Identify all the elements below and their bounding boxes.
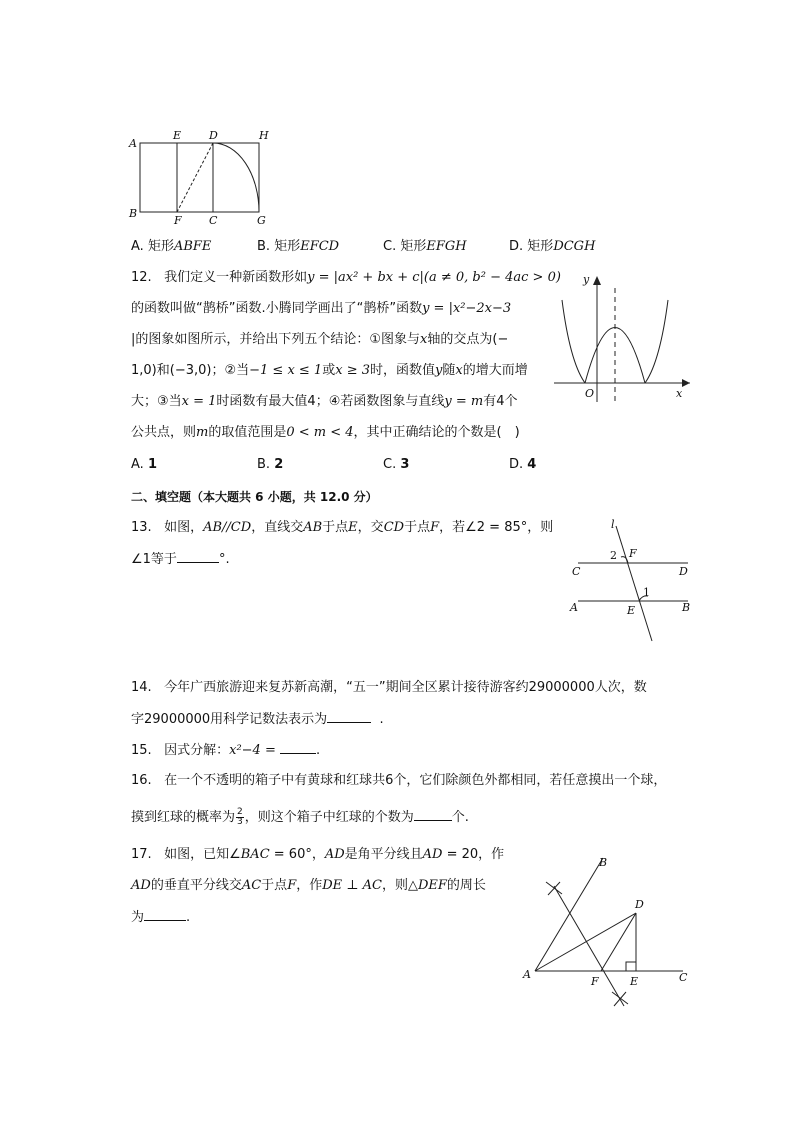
label-angle-2: 2 — [610, 549, 617, 562]
label-D: D — [679, 565, 688, 578]
q11-option-d: D. 矩形DCGH — [509, 239, 596, 254]
q14-line1: 14. 今年广西旅游迎来复苏新高潮，“五一”期间全区累计接待游客约29000000人次，数 — [131, 680, 647, 695]
section-title: 二、填空题（本大题共 6 小题，共 12.0 分） — [131, 490, 378, 504]
q11-options — [131, 238, 595, 256]
q12-option-a: A. 1 — [131, 457, 157, 472]
label-B: B — [599, 856, 608, 869]
label-C: C — [209, 214, 218, 226]
q16-line1: 16. 在一个不透明的箱子中有黄球和红球共6个，它们除颜色外都相同，若任意摸出一个球， — [131, 773, 667, 788]
q12-line3: |的图象如图所示，并给出下列五个结论：①图象与x轴的交点为(− — [131, 332, 509, 347]
label-C: C — [679, 971, 688, 984]
q13-line2: ∠1等于 °. — [131, 552, 230, 567]
q12-option-b: B. 2 — [257, 457, 284, 472]
q16-probability-fraction: $\frac{2}{3}$ — [237, 807, 243, 827]
label-D: D — [635, 898, 644, 911]
q17-line1: 17. 如图，已知∠BAC = 60°，AD是角平分线且AD = 20，作 — [131, 847, 505, 862]
q11-option-c: C. 矩形EFGH — [383, 239, 467, 254]
q17-line3: 为 . — [131, 910, 191, 925]
label-G: G — [257, 214, 266, 226]
label-C: C — [572, 565, 581, 578]
q11-option-b: B. 矩形EFCD — [257, 239, 340, 254]
q12-number: 12. — [131, 270, 152, 285]
q17-line2: AD的垂直平分线交AC于点F，作DE ⊥ AC，则△DEF的周长 — [131, 878, 486, 893]
label-E: E — [173, 129, 182, 142]
label-A: A — [523, 968, 531, 981]
q14-line2: 字29000000用科学记数法表示为 . — [131, 712, 384, 727]
graph-origin-label: O — [585, 387, 595, 400]
label-F: F — [174, 214, 182, 226]
q12-line6: 公共点，则m的取值范围是0 < m < 4，其中正确结论的个数是( ) — [131, 425, 520, 440]
q12-line2: 的函数叫做“鹊桥”函数.小腾同学画出了“鹊桥”函数y = |x²−2x−3 — [131, 301, 512, 316]
q12-line1: 12. 我们定义一种新函数形如y = |ax² + bx + c|(a ≠ 0, b² − 4ac > 0) — [131, 270, 561, 285]
label-F: F — [591, 975, 599, 988]
graph-x-label: x — [676, 387, 683, 400]
q12-line4: 1,0)和(−3,0)；②当−1 ≤ x ≤ 1或x ≥ 3时，函数值y随x的增大而增 — [131, 363, 528, 378]
label-B: B — [682, 601, 691, 614]
label-D: D — [209, 129, 218, 142]
label-H: H — [259, 129, 269, 142]
q15-line: 15. 因式分解：x²−4 = . — [131, 743, 321, 758]
q14-answer-blank[interactable] — [327, 710, 371, 723]
q13-line1: 13. 如图，AB//CD，直线交AB于点E，交CD于点F，若∠2 = 85°，则 — [131, 520, 554, 535]
label-A: A — [570, 601, 578, 614]
graph-y-label: y — [583, 273, 590, 286]
q11-rectangle-figure — [126, 128, 276, 226]
q13-parallel-lines-figure — [564, 515, 698, 645]
q17-answer-blank[interactable] — [144, 908, 186, 921]
q16-line2: 摸到红球的概率为 $\frac{2}{3}$ ，则这个箱子中红球的个数为 个. — [131, 807, 469, 827]
q15-answer-blank[interactable] — [280, 741, 316, 754]
label-E: E — [630, 975, 639, 988]
label-F: F — [629, 547, 637, 560]
q12-option-c: C. 3 — [383, 457, 410, 472]
q13-answer-blank[interactable] — [177, 550, 219, 563]
label-l: l — [611, 518, 615, 531]
q12-function-graph — [550, 262, 700, 404]
label-E: E — [627, 604, 636, 617]
q17-triangle-figure — [518, 850, 698, 1015]
q12-options — [131, 456, 536, 474]
q16-answer-blank[interactable] — [414, 808, 452, 821]
q12-option-d: D. 4 — [509, 457, 537, 472]
label-B: B — [129, 207, 138, 220]
label-A: A — [129, 137, 137, 150]
label-angle-1: 1 — [643, 586, 650, 599]
q12-line5: 大；③当x = 1时函数有最大值4；④若函数图象与直线y = m有4个 — [131, 394, 518, 409]
q11-option-a: A. 矩形ABFE — [131, 239, 212, 254]
